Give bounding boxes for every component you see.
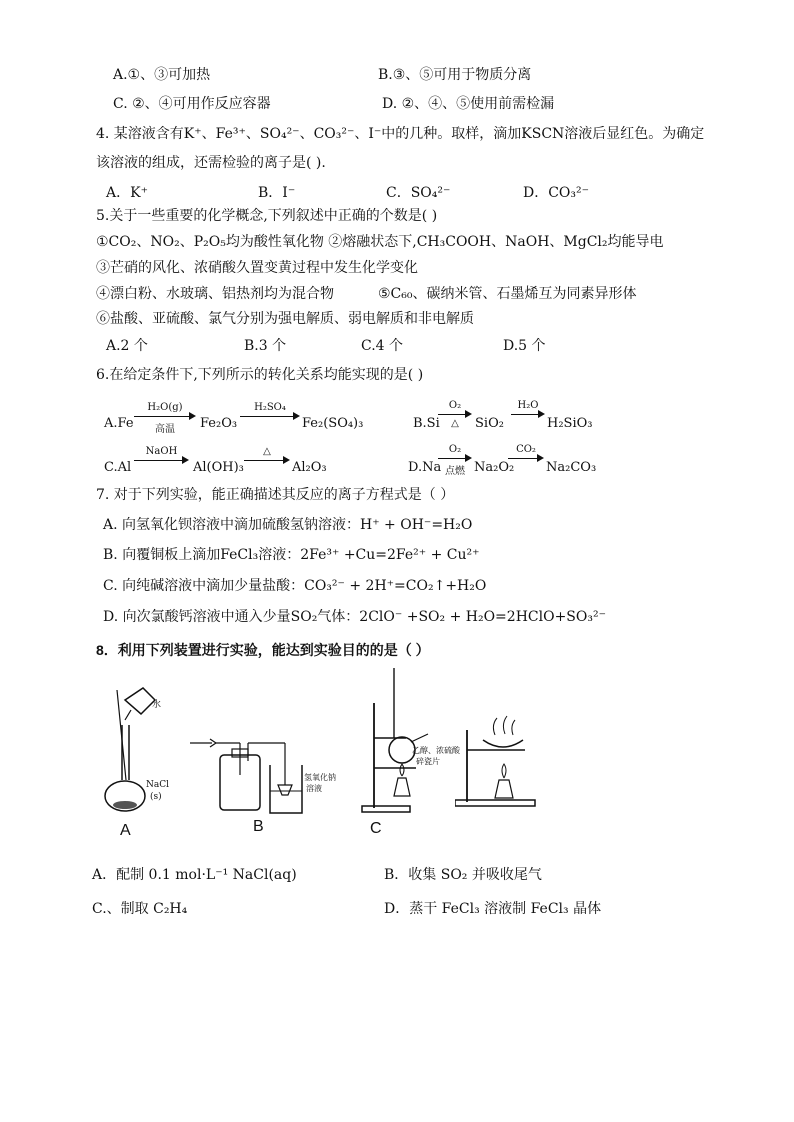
q5-option-a: A.2 个 (106, 338, 148, 354)
q6-d-mid: Na₂O₂ (474, 460, 515, 475)
apparatus-c-figure (356, 668, 436, 818)
q6-d-arrow-2-top: CO₂ (516, 444, 536, 455)
q5-option-d: D.5 个 (503, 338, 546, 354)
q6-c-end: Al₂O₃ (292, 460, 327, 475)
q5-statement-5: ⑤C₆₀、碳纳米管、石墨烯互为同素异形体 (378, 286, 637, 302)
q6-a-end: Fe₂(SO₄)₃ (302, 416, 364, 431)
q5-option-b: B.3 个 (244, 338, 287, 354)
q3-option-c: C. ②、④可用作反应容器 (113, 96, 271, 112)
fig-b-naoh-label-2: 溶液 (306, 784, 322, 793)
q6-c-start: C.Al (104, 460, 132, 475)
q8-stem: 8．利用下列装置进行实验，能达到实验目的的是（ ） (96, 642, 430, 658)
apparatus-b-figure (190, 725, 310, 815)
q8-option-b: B．收集 SO₂ 并吸收尾气 (384, 867, 542, 883)
q6-a-arrow-2-top: H₂SO₄ (254, 402, 286, 413)
q7-option-b: B. 向覆铜板上滴加FeCl₃溶液：2Fe³⁺ +Cu=2Fe²⁺ + Cu²⁺ (103, 547, 480, 563)
q4-option-d: D．CO₃²⁻ (523, 185, 590, 201)
q4-stem-line1: 4. 某溶液含有K⁺、Fe³⁺、SO₄²⁻、CO₃²⁻、I⁻中的几种。取样，滴加KSCN溶液后显红色。为确定 (96, 126, 705, 142)
q6-d-start: D.Na (408, 460, 442, 475)
fig-label-a: A (120, 822, 131, 839)
q4-option-a: A．K⁺ (106, 185, 148, 201)
q6-b-arrow-1-bot: △ (451, 418, 459, 429)
q6-a-start: A.Fe (104, 416, 134, 431)
fig-b-naoh-label-1: 氢氧化钠 (304, 773, 336, 782)
fig-a-s-label: (s) (150, 792, 162, 802)
q3-option-a: A.①、③可加热 (113, 67, 211, 83)
q7-option-c: C. 向纯碱溶液中滴加少量盐酸：CO₃²⁻ + 2H⁺=CO₂↑+H₂O (103, 578, 487, 594)
q6-stem: 6.在给定条件下,下列所示的转化关系均能实现的是( ) (96, 367, 424, 383)
fig-a-nacl-label: NaCl (146, 780, 170, 790)
q6-a-mid: Fe₂O₃ (200, 416, 238, 431)
q6-c-arrow-1-top: NaOH (145, 446, 178, 457)
apparatus-a-figure (95, 680, 175, 820)
q3-option-b: B.③、⑤可用于物质分离 (378, 67, 532, 83)
q5-stem: 5.关于一些重要的化学概念,下列叙述中正确的个数是( ) (96, 208, 438, 224)
fig-c-ethanol-label: 乙醇、浓硫酸 (412, 746, 460, 755)
q5-statement-6: ⑥盐酸、亚硫酸、氯气分别为强电解质、弱电解质和非电解质 (96, 311, 474, 327)
fig-label-b: B (253, 818, 264, 835)
q4-stem-line2: 该溶液的组成，还需检验的离子是( ). (96, 155, 326, 171)
q5-option-c: C.4 个 (361, 338, 404, 354)
q8-option-c: C.、制取 C₂H₄ (92, 901, 188, 917)
q6-b-arrow-1-top: O₂ (448, 400, 462, 411)
fig-a-water-label: 水 (152, 700, 162, 710)
q7-option-d: D. 向次氯酸钙溶液中通入少量SO₂气体：2ClO⁻ +SO₂ + H₂O=2HClO+SO₃²⁻ (103, 609, 606, 625)
q8-option-d: D．蒸干 FeCl₃ 溶液制 FeCl₃ 晶体 (384, 901, 602, 917)
q3-option-d: D. ②、④、⑤使用前需检漏 (382, 96, 555, 112)
q8-option-a: A．配制 0.1 mol·L⁻¹ NaCl(aq) (92, 867, 297, 883)
q5-statement-4: ④漂白粉、水玻璃、铝热剂均为混合物 (96, 286, 334, 302)
q6-a-arrow-1-bot: 高温 (155, 424, 175, 435)
q5-statement-3: ③芒硝的风化、浓硝酸久置变黄过程中发生化学变化 (96, 260, 418, 276)
q4-option-c: C．SO₄²⁻ (386, 185, 451, 201)
q6-d-arrow-1-top: O₂ (448, 444, 462, 455)
q4-option-b: B．I⁻ (258, 185, 296, 201)
q7-option-a: A. 向氢氧化钡溶液中滴加硫酸氢钠溶液：H⁺ + OH⁻=H₂O (103, 517, 473, 533)
q7-stem: 7. 对于下列实验，能正确描述其反应的离子方程式是（ ） (96, 487, 455, 503)
fig-c-chips-label: 碎瓷片 (416, 757, 440, 766)
q6-c-mid: Al(OH)₃ (193, 460, 244, 475)
q6-b-arrow-2-top: H₂O (517, 400, 539, 411)
q6-b-end: H₂SiO₃ (547, 416, 593, 431)
q6-d-arrow-1-bot: 点燃 (445, 466, 465, 477)
q6-c-arrow-2-top: △ (263, 446, 271, 457)
q6-d-end: Na₂CO₃ (546, 460, 597, 475)
q5-statement-1: ①CO₂、NO₂、P₂O₅均为酸性氧化物 ②熔融状态下,CH₃COOH、NaOH、MgCl₂均能导电 (96, 234, 664, 250)
apparatus-d-figure (455, 710, 545, 810)
fig-label-c: C (370, 820, 382, 837)
q6-b-mid: SiO₂ (475, 416, 504, 431)
q6-a-arrow-1-top: H₂O(g) (147, 402, 183, 413)
q6-b-start: B.Si (413, 416, 440, 431)
